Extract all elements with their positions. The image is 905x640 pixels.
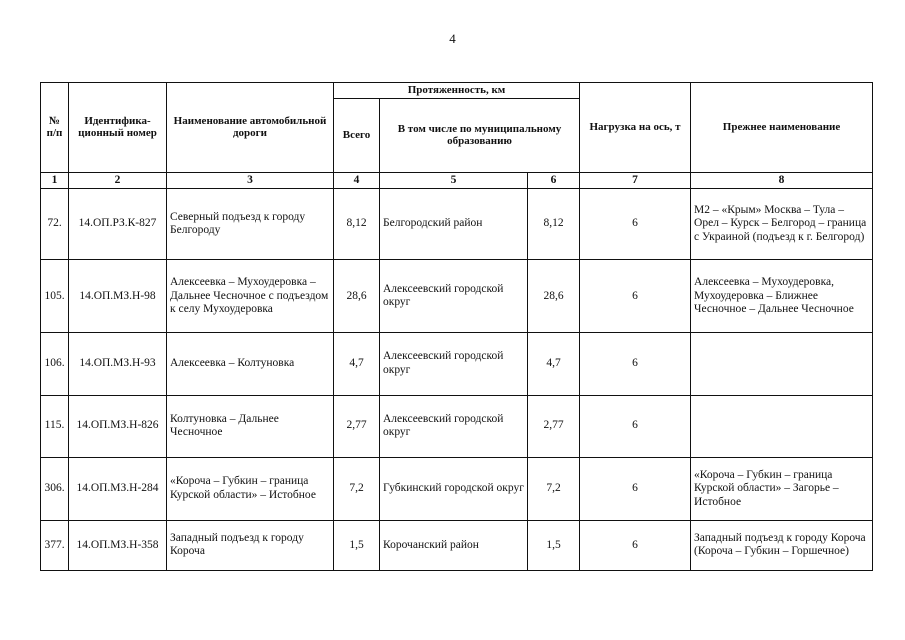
former-name: Алексеевка – Мухоудеровка, Мухоудеровка – Ближнее Чесночное – Дальнее Чесночное (691, 260, 873, 333)
row-number: 377. (41, 520, 69, 570)
axle-load: 6 (580, 395, 691, 457)
column-number: 2 (69, 172, 167, 189)
road-id: 14.ОП.МЗ.Н-358 (69, 520, 167, 570)
header-length-group: Протяженность, км (334, 83, 580, 99)
table-row (41, 395, 873, 457)
road-id: 14.ОП.МЗ.Н-826 (69, 395, 167, 457)
municipality: Алексеевский городской округ (380, 333, 528, 395)
former-name: Западный подъезд к городу Короча (Короча – Губкин – Горшечное) (691, 520, 873, 570)
table-row (41, 520, 873, 570)
road-name: Алексеевка – Колтуновка (167, 333, 334, 395)
column-number: 1 (41, 172, 69, 189)
length-total: 28,6 (334, 260, 380, 333)
header-by-municipality: В том числе по муниципальному образованию (380, 98, 580, 172)
axle-load: 6 (580, 189, 691, 260)
length-total: 2,77 (334, 395, 380, 457)
column-number: 8 (691, 172, 873, 189)
road-id: 14.ОП.РЗ.К-827 (69, 189, 167, 260)
municipality-length: 1,5 (528, 520, 580, 570)
municipality-length: 8,12 (528, 189, 580, 260)
length-total: 4,7 (334, 333, 380, 395)
row-number: 115. (41, 395, 69, 457)
road-name: Колтуновка – Дальнее Чесночное (167, 395, 334, 457)
table-row (41, 457, 873, 520)
row-number: 105. (41, 260, 69, 333)
municipality-length: 28,6 (528, 260, 580, 333)
header-num: № п/п (41, 83, 69, 173)
header-former-name: Прежнее наименование (691, 83, 873, 173)
road-name: «Короча – Губкин – граница Курской области» – Истобное (167, 457, 334, 520)
header-total: Всего (334, 98, 380, 172)
column-number: 5 (380, 172, 528, 189)
axle-load: 6 (580, 520, 691, 570)
former-name: «Короча – Губкин – граница Курской области» – Загорье – Истобное (691, 457, 873, 520)
axle-load: 6 (580, 260, 691, 333)
table-row (41, 260, 873, 333)
roads-table (40, 82, 873, 571)
road-name: Северный подъезд к городу Белгороду (167, 189, 334, 260)
length-total: 8,12 (334, 189, 380, 260)
page-number: 4 (449, 31, 456, 46)
municipality: Алексеевский городской округ (380, 395, 528, 457)
axle-load: 6 (580, 333, 691, 395)
former-name (691, 333, 873, 395)
header-name: Наименование автомобильной дороги (167, 83, 334, 173)
header-id: Идентифика-ционный номер (69, 83, 167, 173)
row-number: 72. (41, 189, 69, 260)
column-number: 4 (334, 172, 380, 189)
municipality-length: 4,7 (528, 333, 580, 395)
header-axle-load: Нагрузка на ось, т (580, 83, 691, 173)
road-name: Алексеевка – Мухоудеровка – Дальнее Чесночное с подъездом к селу Мухоудеровка (167, 260, 334, 333)
table-row (41, 189, 873, 260)
road-id: 14.ОП.МЗ.Н-284 (69, 457, 167, 520)
municipality: Губкинский городской округ (380, 457, 528, 520)
length-total: 7,2 (334, 457, 380, 520)
road-id: 14.ОП.МЗ.Н-98 (69, 260, 167, 333)
municipality: Белгородский район (380, 189, 528, 260)
table-row (41, 333, 873, 395)
axle-load: 6 (580, 457, 691, 520)
row-number: 306. (41, 457, 69, 520)
column-number: 6 (528, 172, 580, 189)
length-total: 1,5 (334, 520, 380, 570)
former-name: М2 – «Крым» Москва – Тула – Орел – Курск – Белгород – граница с Украиной (подъезд к г. Белгород) (691, 189, 873, 260)
road-id: 14.ОП.МЗ.Н-93 (69, 333, 167, 395)
row-number: 106. (41, 333, 69, 395)
municipality-length: 7,2 (528, 457, 580, 520)
former-name (691, 395, 873, 457)
municipality: Корочанский район (380, 520, 528, 570)
column-number: 7 (580, 172, 691, 189)
municipality: Алексеевский городской округ (380, 260, 528, 333)
column-number: 3 (167, 172, 334, 189)
road-name: Западный подъезд к городу Короча (167, 520, 334, 570)
municipality-length: 2,77 (528, 395, 580, 457)
